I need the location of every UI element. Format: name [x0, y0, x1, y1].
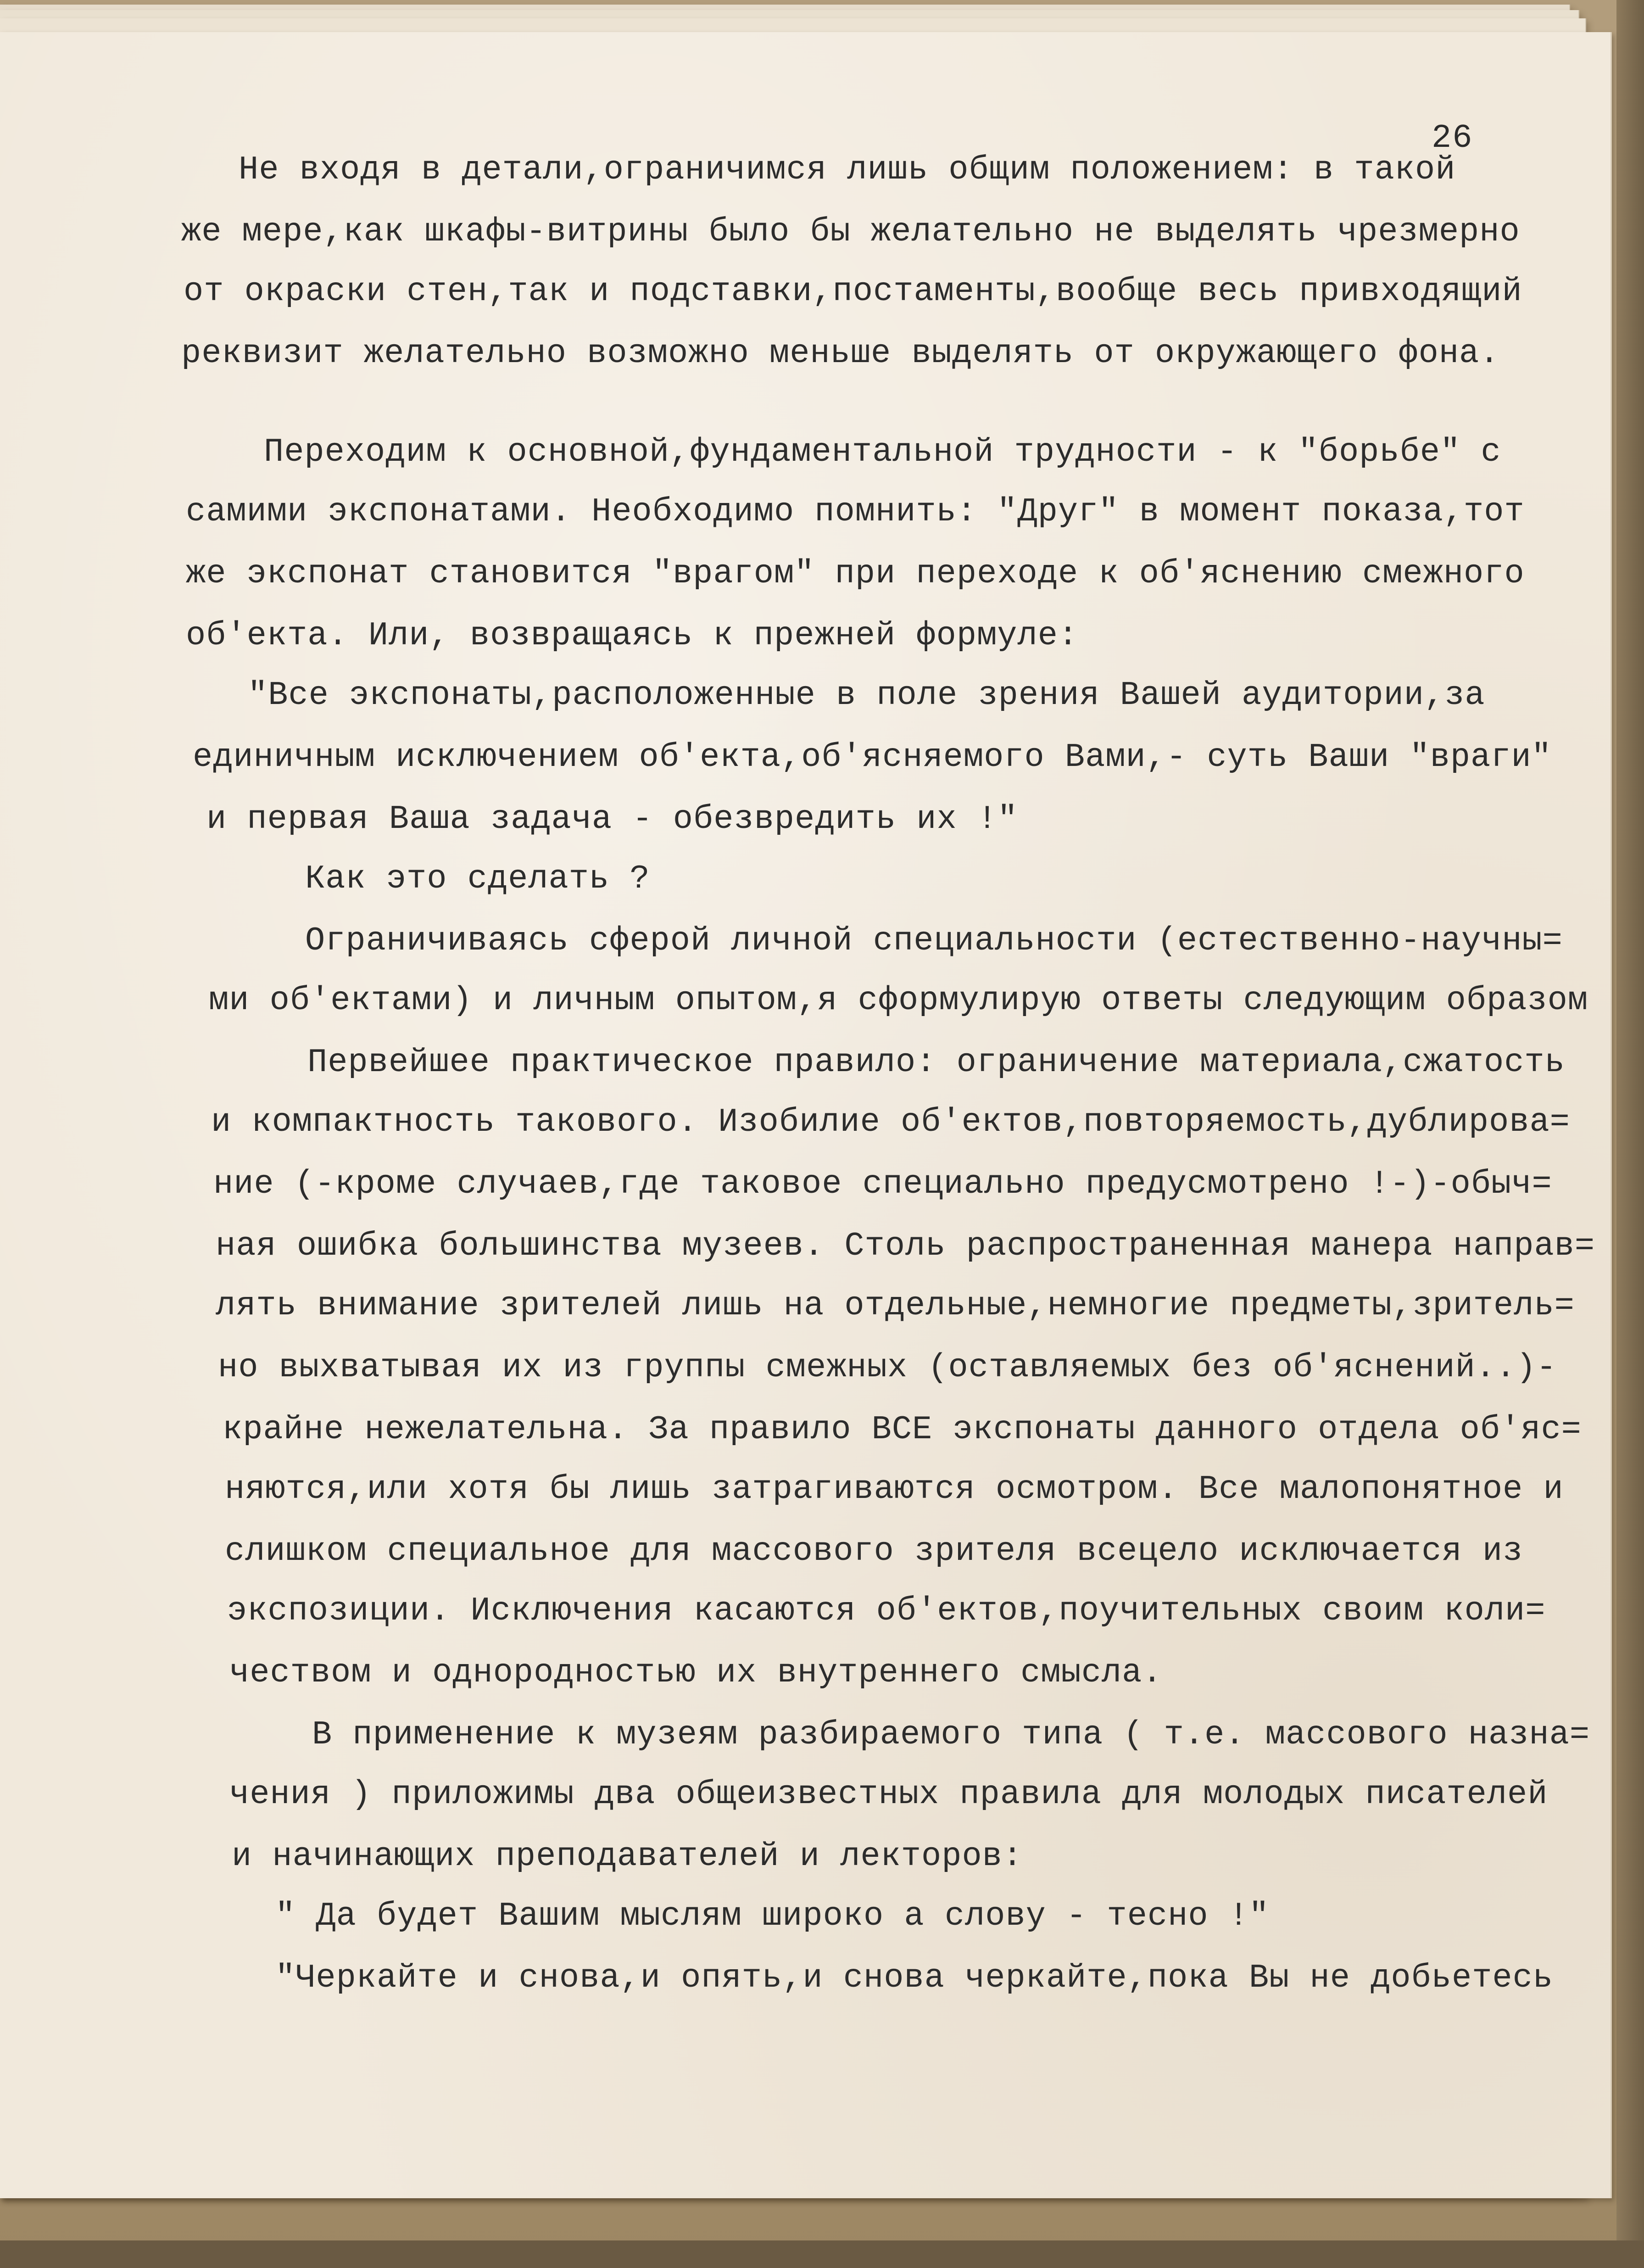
text-line: чеством и однородностью их внутреннего смысла.	[229, 1654, 1163, 1692]
text-line: " Да будет Вашим мыслям широко а слову - тесно !"	[275, 1897, 1270, 1935]
text-line: же мере,как шкафы-витрины было бы желательно не выделять чрезмерно	[181, 213, 1520, 251]
text-line: чения ) приложимы два общеизвестных правила для молодых писателей	[229, 1776, 1548, 1813]
page-number: 26	[1432, 119, 1473, 157]
text-line: Не входя в детали,ограничимся лишь общим положением: в такой	[239, 151, 1456, 189]
text-line: но выхватывая их из группы смежных (оставляемых без об'яснений..)-	[218, 1349, 1557, 1386]
text-line: Переходим к основной,фундаментальной трудности - к "борьбе" с	[264, 433, 1501, 471]
text-line: крайне нежелательна. За правило ВСЕ экспонаты данного отдела об'яс=	[223, 1411, 1582, 1448]
text-line: ная ошибка большинства музеев. Столь распространенная манера направ=	[216, 1227, 1595, 1265]
text-line: самими экспонатами. Необходимо помнить: "Друг" в момент показа,тот	[186, 493, 1525, 531]
board-edge-bottom	[0, 2240, 1644, 2268]
text-line: Первейшее практическое правило: ограничение материала,сжатость	[307, 1044, 1565, 1081]
typewritten-page	[0, 32, 1612, 2198]
text-line: об'екта. Или, возвращаясь к прежней формуле:	[186, 617, 1079, 654]
text-line: же экспонат становится "врагом" при переходе к об'яснению смежного	[186, 555, 1525, 592]
text-line: ми об'ектами) и личным опытом,я сформулирую ответы следующим образом	[209, 982, 1588, 1019]
text-line: от окраски стен,так и подставки,постаменты,вообще весь привходящий	[184, 273, 1522, 310]
text-line: и начинающих преподавателей и лекторов:	[232, 1838, 1023, 1875]
text-line: и компактность такового. Изобилие об'ектов,повторяемость,дублирова=	[211, 1103, 1570, 1141]
text-line: "Все экспонаты,расположенные в поле зрения Вашей аудитории,за	[248, 676, 1485, 714]
text-line: экспозиции. Исключения касаются об'ектов,поучительных своим коли=	[227, 1592, 1546, 1630]
text-line: реквизит желательно возможно меньше выделять от окружающего фона.	[181, 335, 1500, 372]
text-line: В применение к музеям разбираемого типа ( т.е. массового назна=	[312, 1716, 1590, 1754]
text-line: Как это сделать ?	[305, 860, 650, 898]
text-line: Ограничиваясь сферой личной специальности (естественно-научны=	[305, 922, 1563, 960]
text-line: няются,или хотя бы лишь затрагиваются осмотром. Все малопонятное и	[225, 1470, 1564, 1508]
text-line: ние (-кроме случаев,где таковое специально предусмотрено !-)-обыч=	[213, 1165, 1552, 1203]
text-line: единичным исключением об'екта,об'ясняемого Вами,- суть Ваши "враги"	[193, 738, 1552, 776]
board-edge-right	[1616, 0, 1644, 2268]
text-line: "Черкайте и снова,и опять,и снова черкайте,пока Вы не добьетесь	[275, 1959, 1554, 1997]
text-line: лять внимание зрителей лишь на отдельные,немногие предметы,зритель=	[216, 1287, 1575, 1324]
text-line: слишком специальное для массового зрителя всецело исключается из	[225, 1532, 1523, 1570]
text-line: и первая Ваша задача - обезвредить их !"	[206, 800, 1018, 838]
